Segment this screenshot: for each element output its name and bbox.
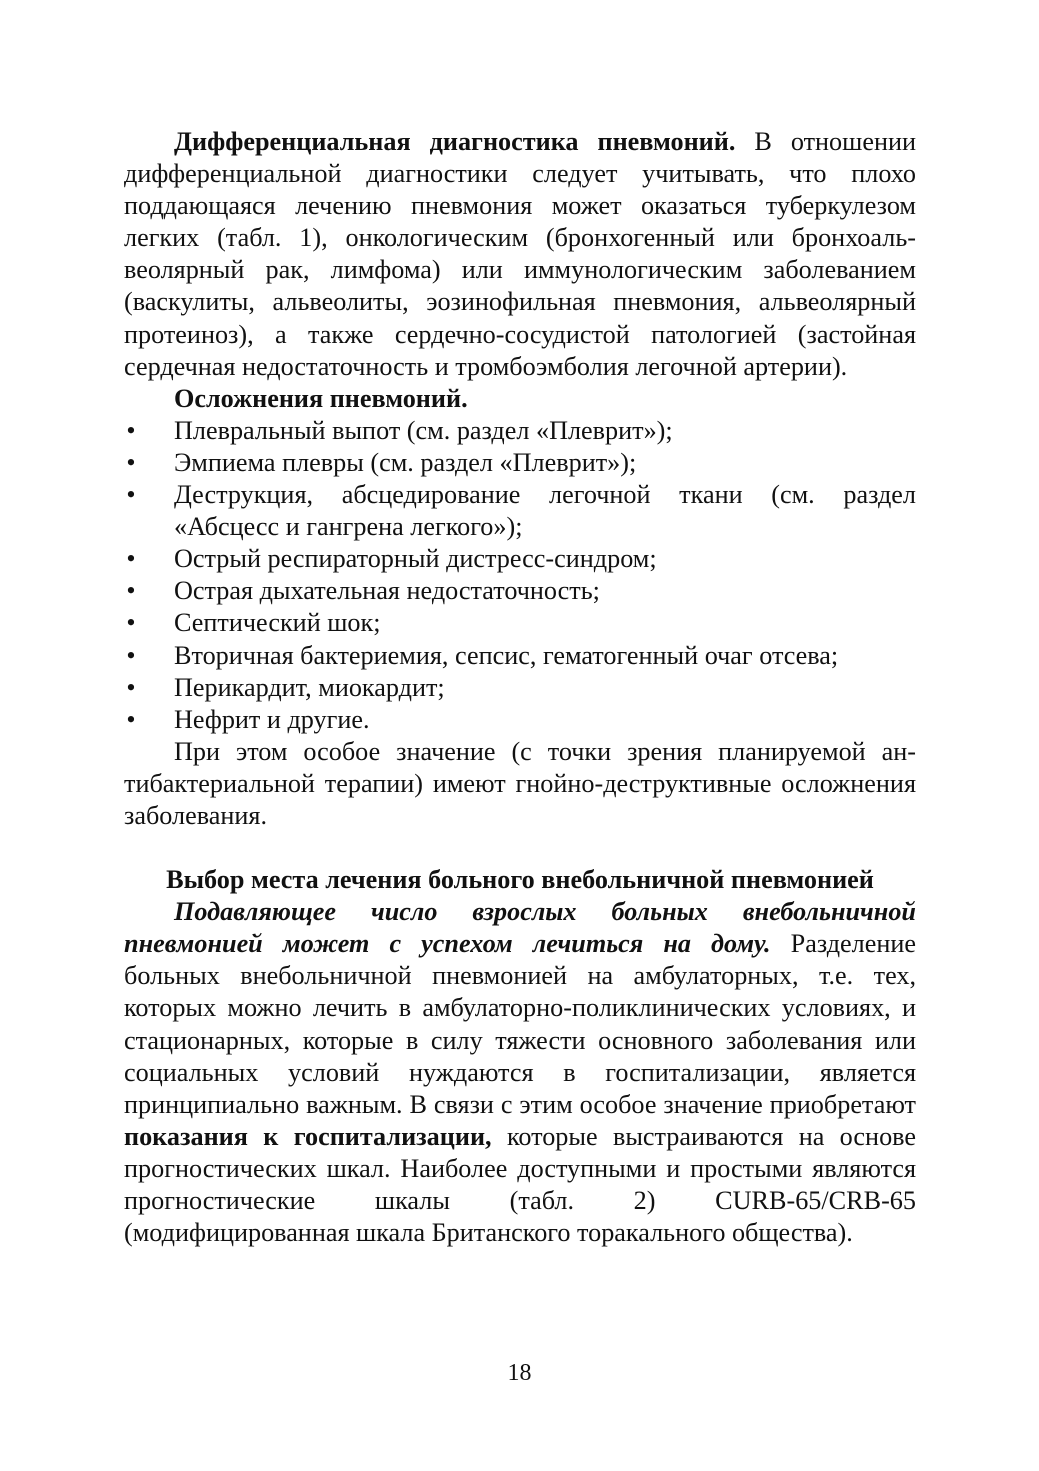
complication-item [124, 672, 916, 704]
bullet-icon: • [126, 544, 136, 574]
complications-heading: Осложнения пневмоний. [174, 383, 468, 413]
differential-diagnosis-text: В отношении дифференциальной диагностики следует учитывать, что плохо поддающаяся лечению пневмония может оказаться туберкулезом легких (табл. 1), онкологическим (бронхогенный или бронхоальвеолярный рак, лимфома) или иммунологическим заболеванием (васкулиты, альвеолиты, эозинофильная пневмония, альвеолярный протеиноз), а также сердечно-сосудистой патологией (застойная сердечная недостаточность и тромбоэмболия легочной артерии). [124, 127, 916, 381]
complication-item-text: Эмпиема плевры (см. раздел «Плеврит»); [174, 447, 637, 477]
complication-item [124, 447, 916, 479]
treatment-place-heading: Выбор места лечения больного внебольничной пневмонией [166, 865, 874, 895]
complication-item-text: Септический шок; [174, 608, 381, 638]
document-page [124, 126, 916, 1249]
treatment-place-text-2: которые выстраиваются на основе прогностических шкал. Наиболее доступными и простыми являются прогностические шкалы (табл. 2) CURB-65/CRB-65 (модифицированная шкала Британского торакального общества). [124, 1121, 916, 1248]
complications-list [124, 415, 916, 736]
bullet-icon: • [126, 704, 136, 734]
complications-closing-paragraph: При этом особое значение (с точки зрения планируемой антибактериальной терапии) имеют гнойно-деструктивные осложнения заболевания. [124, 736, 916, 830]
complication-item [124, 575, 916, 607]
complication-item-text: Острый респираторный дистресс-синдром; [174, 544, 657, 574]
complication-item-text: Деструкция, абсцедирование легочной ткани (см. раздел «Абсцесс и гангрена легкого»); [174, 480, 916, 542]
section-gap [124, 832, 916, 864]
complication-item-text: Перикардит, миокардит; [174, 672, 445, 702]
complication-item-text: Вторичная бактериемия, сепсис, гематогенный очаг отсева; [174, 640, 839, 670]
bullet-icon: • [126, 672, 136, 702]
complication-item-text: Плевральный выпот (см. раздел «Плеврит»); [174, 415, 673, 445]
bullet-icon: • [126, 415, 136, 445]
complication-item [124, 479, 916, 543]
treatment-place-paragraph [124, 896, 916, 1249]
complication-item [124, 704, 916, 736]
treatment-place-text-1: Разделение больных внебольничной пневмонией на амбулаторных, т.е. тех, которых можно лечить в амбулаторно-поликлинических условиях, и стационарных, которые в силу тяжести основного заболевания или социальных условий нуждаются в госпитализации, является принципиально важным. В связи с этим особое значение приобретают [124, 929, 916, 1119]
complication-item-text: Острая дыхательная недостаточность; [174, 576, 600, 606]
complication-item [124, 640, 916, 672]
bullet-icon: • [126, 640, 136, 670]
bullet-icon: • [126, 608, 136, 638]
complication-item-text: Нефрит и другие. [174, 704, 370, 734]
differential-diagnosis-paragraph [124, 126, 916, 383]
complication-item [124, 415, 916, 447]
treatment-place-lead: Подавляющее число взрослых больных внебольничной пневмонией может с успехом лечиться на дому. [124, 897, 916, 959]
bullet-icon: • [126, 576, 136, 606]
complication-item [124, 607, 916, 639]
complication-item [124, 543, 916, 575]
bullet-icon: • [126, 447, 136, 477]
differential-diagnosis-heading: Дифференциальная диагностика пневмоний. [174, 127, 736, 156]
hospitalization-indications-phrase: показания к госпитализации, [124, 1121, 492, 1151]
bullet-icon: • [126, 480, 136, 510]
page-number: 18 [507, 1360, 532, 1386]
